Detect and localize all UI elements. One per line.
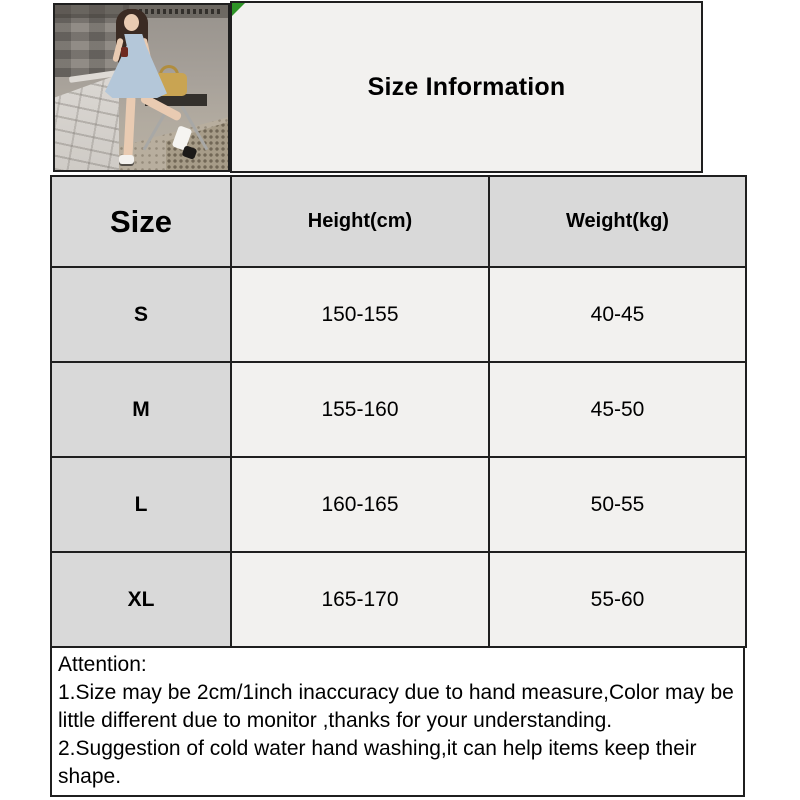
- photo-model-face: [124, 14, 139, 31]
- size-information-header: [230, 1, 703, 173]
- size-value: XL: [51, 552, 231, 647]
- photo-model-phone: [121, 47, 128, 57]
- weight-value: 40-45: [489, 267, 746, 362]
- page-title: Size Information: [367, 72, 566, 101]
- height-value: 160-165: [231, 457, 489, 552]
- table-row: [51, 267, 746, 362]
- weight-value: 50-55: [489, 457, 746, 552]
- weight-value: 55-60: [489, 552, 746, 647]
- size-value: S: [51, 267, 231, 362]
- weight-value: 45-50: [489, 362, 746, 457]
- height-value: 155-160: [231, 362, 489, 457]
- photo-model-white-shoe: [119, 155, 134, 164]
- table-row: [51, 552, 746, 647]
- size-table: [50, 175, 747, 648]
- attention-line: 1.Size may be 2cm/1inch inaccuracy due to hand measure,Color may be little different due to monitor ,thanks for your understanding.: [58, 681, 734, 732]
- height-value: 165-170: [231, 552, 489, 647]
- attention-line: 2.Suggestion of cold water hand washing,it can help items keep their shape.: [58, 737, 697, 788]
- table-header-row: [51, 176, 746, 267]
- table-row: [51, 457, 746, 552]
- table-row: [51, 362, 746, 457]
- col-header-weight: Weight(kg): [489, 176, 746, 267]
- col-header-height: Height(cm): [231, 176, 489, 267]
- product-photo: [53, 3, 230, 172]
- size-value: L: [51, 457, 231, 552]
- attention-note: [50, 646, 745, 797]
- size-value: M: [51, 362, 231, 457]
- col-header-size: Size: [51, 176, 231, 267]
- corner-triangle-icon: [232, 3, 245, 16]
- attention-title: Attention:: [58, 653, 147, 676]
- height-value: 150-155: [231, 267, 489, 362]
